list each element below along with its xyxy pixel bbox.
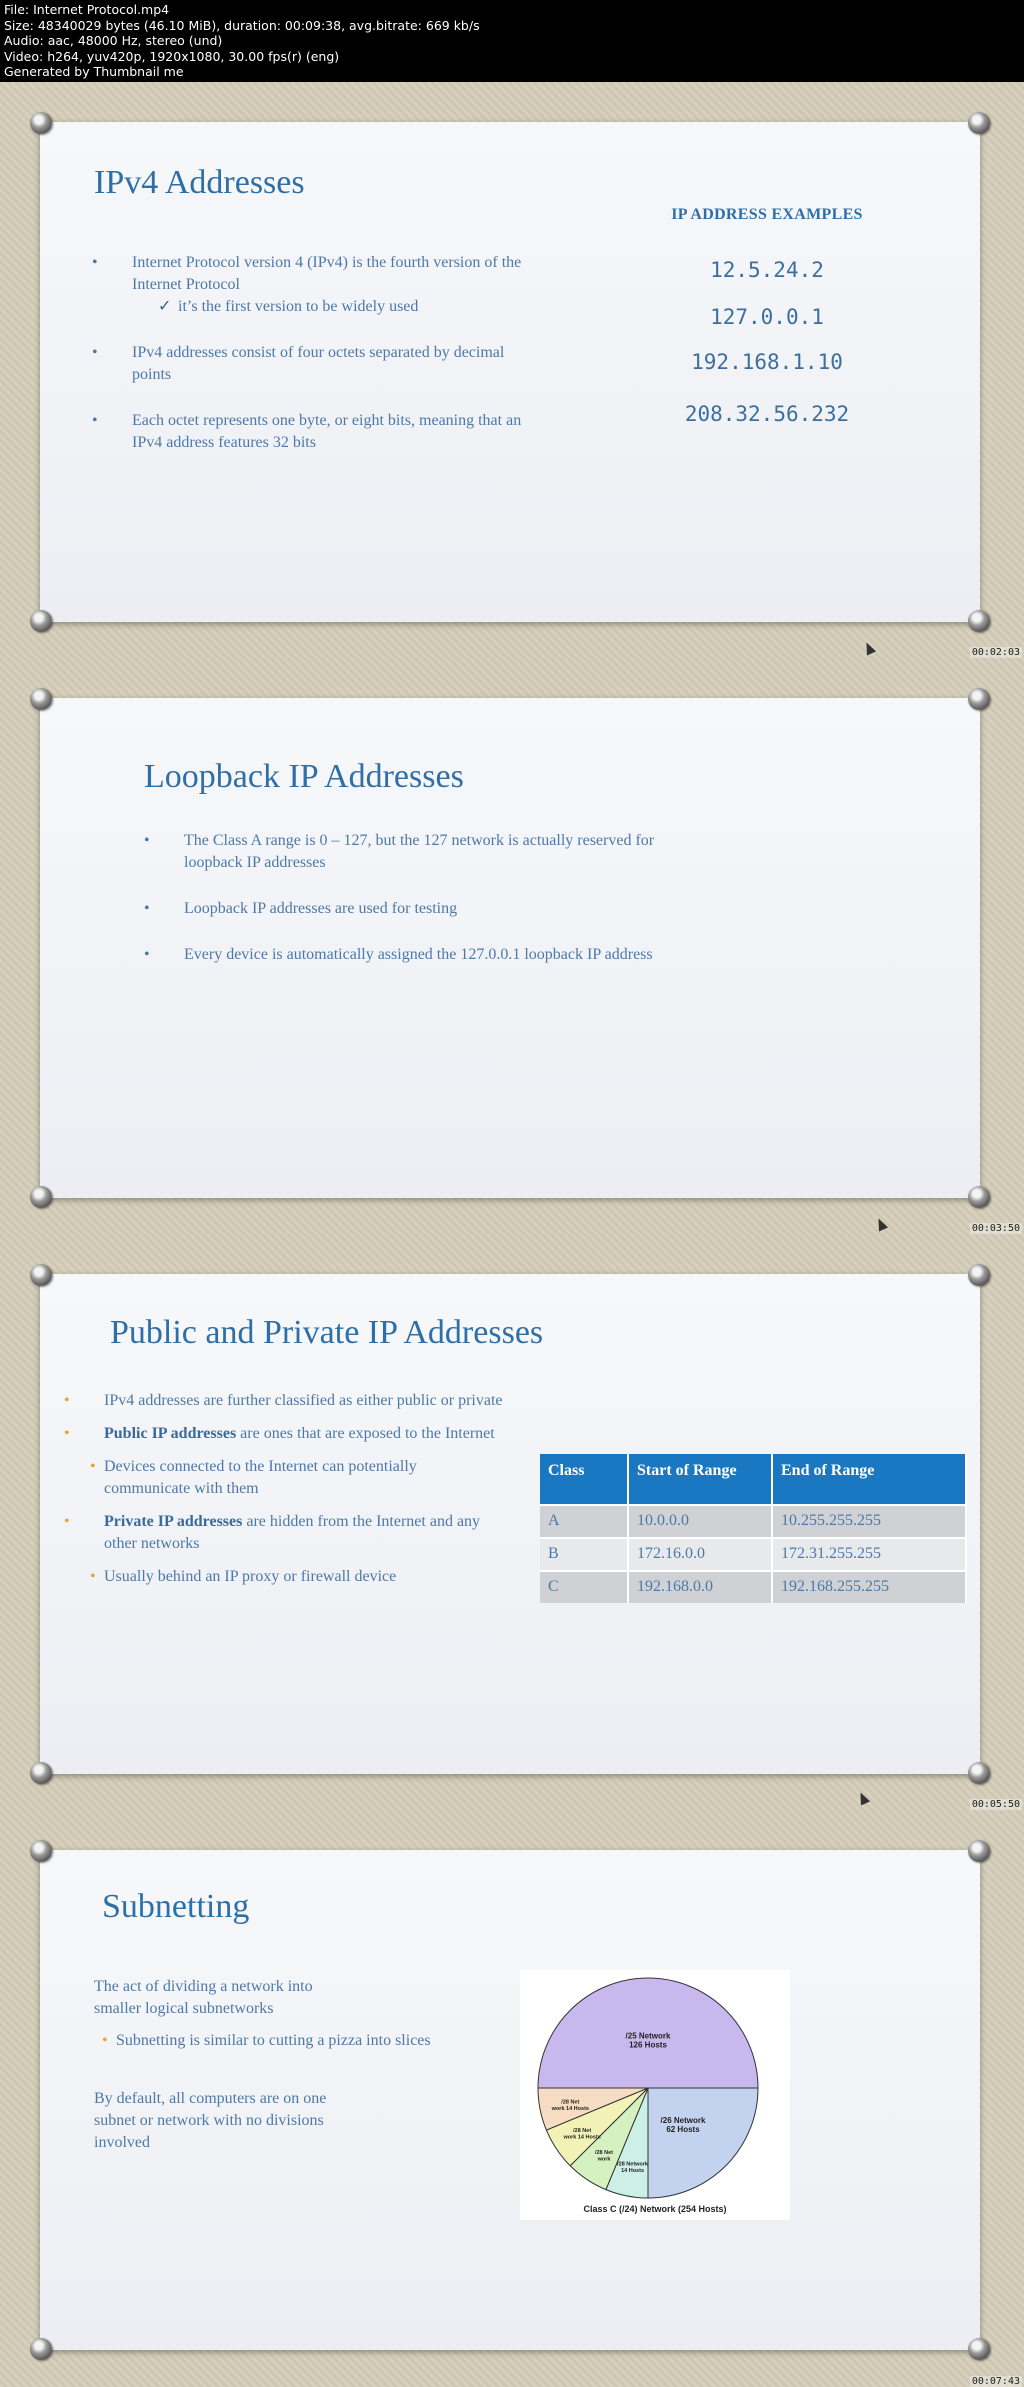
subnet-pie-chart xyxy=(520,1970,790,2220)
slide-loopback-addresses xyxy=(40,698,980,1198)
timestamp: 00:02:03 xyxy=(971,647,1020,658)
pushpin-icon xyxy=(30,1762,52,1784)
table-header: Class xyxy=(540,1454,628,1505)
bullet-item: • IPv4 addresses consist of four octets separated by decimal points xyxy=(92,342,532,386)
pie-slice-label: work 14 Hosts xyxy=(551,2105,589,2112)
generator-info: Generated by Thumbnail me xyxy=(4,64,184,79)
table-cell: B xyxy=(540,1538,628,1571)
pushpin-icon xyxy=(968,610,990,632)
pushpin-icon xyxy=(968,1264,990,1286)
mouse-cursor-icon xyxy=(856,1790,870,1805)
sub-bullet-item: • Subnetting is similar to cutting a pizza into slices xyxy=(76,2030,476,2052)
timestamp: 00:07:43 xyxy=(971,2376,1020,2387)
bold-term: Public IP addresses xyxy=(104,1425,237,1442)
slide-public-private-addresses xyxy=(40,1274,980,1774)
table-row xyxy=(540,1538,966,1571)
check-sub-item: ✓ it’s the first version to be widely used xyxy=(92,296,532,318)
table-cell: 10.255.255.255 xyxy=(772,1505,966,1538)
pie-slice-label: 126 Hosts xyxy=(629,2040,667,2050)
slide-ipv4-addresses xyxy=(40,122,980,622)
table-cell: 172.31.255.255 xyxy=(772,1538,966,1571)
bullet-list xyxy=(144,830,664,990)
pushpin-icon xyxy=(30,1186,52,1208)
bullet-list xyxy=(64,1390,504,1599)
timestamp: 00:03:50 xyxy=(971,1223,1020,1234)
default-subnet-text: By default, all computers are on one subnet or network with no divisions involved xyxy=(94,2090,327,2151)
pie-slice-label: /28 Net xyxy=(573,2128,592,2135)
pushpin-icon xyxy=(30,688,52,710)
bullet-list xyxy=(92,252,532,478)
pie-slice-label: /28 Net xyxy=(594,2149,614,2156)
pie-caption: Class C (/24) Network (254 Hosts) xyxy=(583,2204,727,2214)
table-header: Start of Range xyxy=(628,1454,772,1505)
pushpin-icon xyxy=(968,1762,990,1784)
mouse-cursor-icon xyxy=(874,1216,888,1231)
bullet-item: • Each octet represents one byte, or eight bits, meaning that an IPv4 address features 32 bits xyxy=(92,410,532,454)
pushpin-icon xyxy=(30,1840,52,1862)
slide-title: Loopback IP Addresses xyxy=(144,758,464,795)
table-cell: 192.168.0.0 xyxy=(628,1571,772,1603)
table-cell: C xyxy=(540,1571,628,1603)
file-info-header xyxy=(0,0,1024,82)
slide-title: IPv4 Addresses xyxy=(94,164,305,201)
pie-slice-label: /28 Net xyxy=(561,2099,580,2106)
slide-title: Public and Private IP Addresses xyxy=(110,1314,544,1351)
sub-bullet-item: • Usually behind an IP proxy or firewall device xyxy=(64,1566,504,1588)
pushpin-icon xyxy=(968,1186,990,1208)
pushpin-icon xyxy=(968,688,990,710)
table-cell: 10.0.0.0 xyxy=(628,1505,772,1538)
bold-term: Private IP addresses xyxy=(104,1513,243,1530)
table-header: End of Range xyxy=(772,1454,966,1505)
slide-title: Subnetting xyxy=(102,1888,250,1925)
pie-svg xyxy=(520,1970,790,2220)
sub-bullet-item: • Devices connected to the Internet can potentially communicate with them xyxy=(64,1456,504,1500)
table-cell: A xyxy=(540,1505,628,1538)
pie-slice-label: work xyxy=(597,2156,611,2163)
bullet-item xyxy=(64,1511,504,1555)
bullet-text: are hidden from the Internet and any other networks xyxy=(104,1513,481,1552)
audio-info: Audio: aac, 48000 Hz, stereo (und) xyxy=(4,33,223,48)
pushpin-icon xyxy=(30,2338,52,2360)
pie-slice-label: work 14 Hosts xyxy=(563,2134,601,2141)
mouse-cursor-icon xyxy=(862,640,876,655)
table-cell: 172.16.0.0 xyxy=(628,1538,772,1571)
pushpin-icon xyxy=(30,610,52,632)
ip-example: 127.0.0.1 xyxy=(710,305,824,329)
ip-range-table xyxy=(540,1454,967,1603)
thumbnail-frame-4 xyxy=(0,1810,1024,2387)
bullet-item: • IPv4 addresses are further classified as either public or private xyxy=(64,1390,504,1412)
definition-text: The act of dividing a network into smaller logical subnetworks xyxy=(94,1978,313,2017)
pushpin-icon xyxy=(968,2338,990,2360)
pie-slice-label: /26 Network xyxy=(660,2116,706,2126)
ip-example: 12.5.24.2 xyxy=(710,258,824,282)
ip-example: 192.168.1.10 xyxy=(691,350,843,374)
slide-subnetting xyxy=(40,1850,980,2350)
pie-slice-label: /28 Network xyxy=(617,2161,648,2168)
pie-slice-label: 14 Hosts xyxy=(621,2168,645,2175)
examples-heading: IP ADDRESS EXAMPLES xyxy=(671,206,863,223)
thumbnail-frame-3 xyxy=(0,1234,1024,1810)
table-row xyxy=(540,1571,966,1603)
bullet-item xyxy=(64,1423,504,1445)
pushpin-icon xyxy=(30,112,52,134)
bullet-item: • The Class A range is 0 – 127, but the 127 network is actually reserved for loopback IP addresses xyxy=(144,830,664,874)
pie-slice-label: /25 Network xyxy=(625,2031,671,2041)
file-size-info: Size: 48340029 bytes (46.10 MiB), duration: 00:09:38, avg.bitrate: 669 kb/s xyxy=(4,17,480,33)
pushpin-icon xyxy=(968,1840,990,1862)
timestamp: 00:05:50 xyxy=(971,1799,1020,1810)
ip-example: 208.32.56.232 xyxy=(684,402,850,426)
bullet-item: • Every device is automatically assigned the 127.0.0.1 loopback IP address xyxy=(144,944,664,966)
bullet-item: • Internet Protocol version 4 (IPv4) is the fourth version of the Internet Protocol xyxy=(92,252,532,296)
pie-slice-label: 62 Hosts xyxy=(666,2125,700,2135)
table-row xyxy=(540,1505,966,1538)
bullet-list xyxy=(76,2030,476,2063)
thumbnail-frame-1 xyxy=(0,82,1024,658)
pushpin-icon xyxy=(30,1264,52,1286)
pie-slice xyxy=(648,2088,758,2198)
file-name: File: Internet Protocol.mp4 xyxy=(4,2,170,17)
video-info: Video: h264, yuv420p, 1920x1080, 30.00 fps(r) (eng) xyxy=(4,48,340,64)
pushpin-icon xyxy=(968,112,990,134)
table-cell: 192.168.255.255 xyxy=(772,1571,966,1603)
bullet-item: • Loopback IP addresses are used for testing xyxy=(144,898,664,920)
bullet-text: are ones that are exposed to the Internet xyxy=(236,1425,495,1442)
thumbnail-frame-2 xyxy=(0,658,1024,1234)
